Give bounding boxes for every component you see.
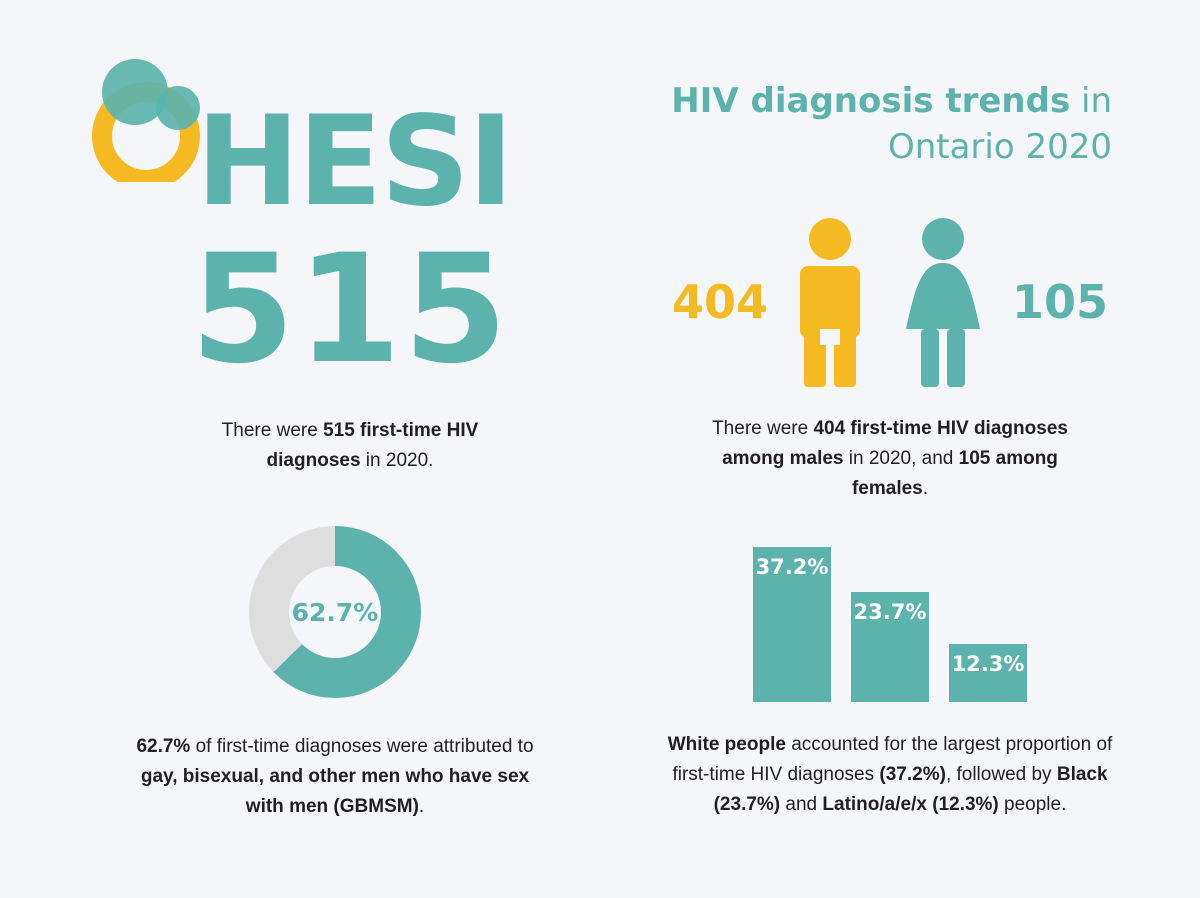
total-diagnoses-value: 515 [190, 223, 510, 397]
page-title [592, 78, 1112, 170]
race-bar-chart [640, 520, 1140, 820]
race-caption-bold4: Latino/a/e/x (12.3%) [822, 794, 999, 815]
bar-white [753, 547, 831, 702]
bar-black-label: 23.7% [853, 600, 927, 624]
gender-caption-post: . [922, 478, 929, 499]
donut-hole [289, 566, 381, 658]
donut-value-label: 62.7% [291, 597, 379, 627]
gbmsm-donut-chart [100, 526, 570, 822]
race-caption [640, 730, 1140, 820]
gbmsm-caption-mid1: of first-time diagnoses were attributed to [190, 736, 534, 757]
total-caption-bold: 515 first-time HIV diagnoses [266, 420, 479, 471]
gender-caption-bold1: 404 first-time HIV diagnoses among males [722, 418, 1068, 469]
bar-black [851, 592, 929, 702]
gbmsm-caption-bold2: gay, bisexual, and other men who have sex with men (GBMSM) [140, 766, 530, 817]
gender-caption-pre: There were [712, 418, 814, 439]
gender-figures [640, 212, 1140, 392]
male-count-value: 404 [671, 275, 768, 329]
female-count-value: 105 [1012, 275, 1109, 329]
logo-wordmark: HESI [196, 90, 512, 234]
race-caption-bold3: Black (23.7%) [713, 764, 1108, 815]
bar-group [640, 520, 1140, 702]
page-title-bold: HIV diagnosis trends [671, 81, 1071, 121]
bar-latino-label: 12.3% [951, 652, 1025, 676]
gender-caption-bold2: 105 among females [851, 448, 1058, 499]
gbmsm-caption [100, 732, 570, 822]
hesi-logo [86, 52, 512, 234]
total-caption-post: in 2020. [360, 450, 434, 471]
race-caption-mid3: and [780, 794, 823, 815]
gender-caption-mid: in 2020, and [843, 448, 959, 469]
gender-caption [640, 414, 1140, 504]
total-diagnoses-caption [120, 416, 580, 476]
donut-ring [249, 526, 421, 698]
gbmsm-caption-post: . [418, 796, 425, 817]
bar-white-label: 37.2% [755, 555, 829, 579]
race-caption-bold1: White people [667, 734, 786, 755]
page-title-rest: in [1070, 81, 1112, 121]
gbmsm-caption-bold1: 62.7% [136, 736, 191, 757]
female-figure-icon [888, 217, 998, 387]
race-caption-bold2: (37.2%) [879, 764, 946, 785]
race-caption-mid1: accounted for the largest proportion of first-time HIV diagnoses [672, 734, 1113, 785]
male-figure-icon [782, 217, 878, 387]
gender-breakdown-stat [640, 212, 1140, 504]
total-diagnoses-stat [120, 223, 580, 476]
race-caption-post: people. [998, 794, 1067, 815]
race-caption-mid2: , followed by [945, 764, 1057, 785]
total-caption-pre: There were [221, 420, 324, 441]
bar-latino [949, 644, 1027, 702]
page-title-line2: Ontario 2020 [887, 127, 1112, 167]
